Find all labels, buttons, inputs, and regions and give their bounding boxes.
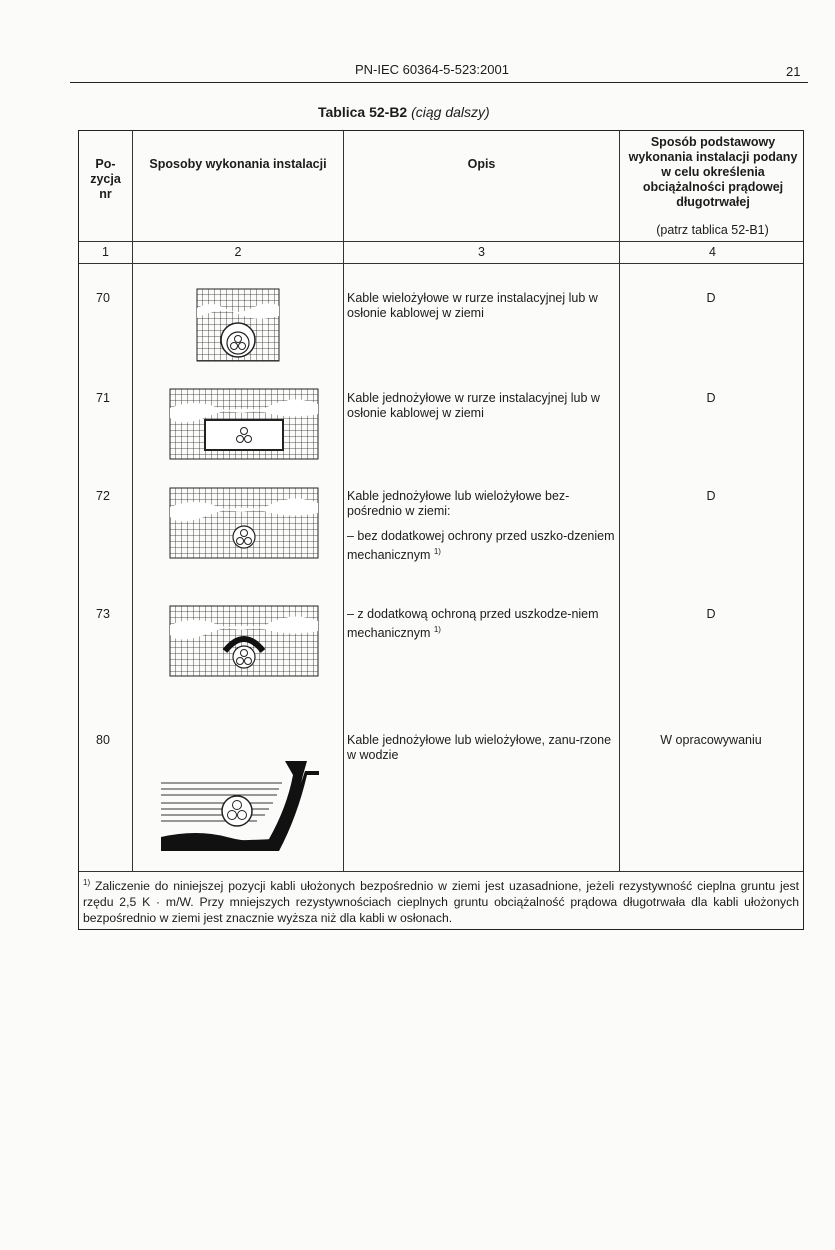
installation-methods-table <box>78 130 804 930</box>
row-72-description: Kable jednożyłowe lub wielożyłowe bez-pośrednio w ziemi: <box>347 489 570 518</box>
column-number-3: 3 <box>478 245 485 259</box>
page-number: 21 <box>786 64 801 79</box>
column-number-divider <box>79 263 803 264</box>
row-71-basic-method: D <box>706 391 716 405</box>
table-footnote <box>83 875 799 926</box>
footnote-text: Zaliczenie do niniejszej pozycji kabli ułożonych bezpośrednio w ziemi jest uzasadnione, jeżeli rezystywność cieplna gruntu jest rzędu 2,5 K · m/W. Przy mniejszych rezystywnościach cieplnych gruntu obciążalność prądowa długotrwała dla kabli ułożonych bezpośrednio w ziemi jest znacznie wyższa niż dla kabli w osłonach. <box>83 879 799 926</box>
row-73-description-text: – z dodatkową ochroną przed uszkodze-niem mechanicznym <box>347 607 599 641</box>
row-73-position: 73 <box>96 607 110 621</box>
direct-burial-protected-cable-icon <box>169 605 319 677</box>
col-divider-3 <box>619 131 620 871</box>
row-73-description <box>347 607 615 641</box>
footnote-divider <box>79 871 803 872</box>
col-divider-2 <box>343 131 344 871</box>
row-73-footnote-mark: 1) <box>433 625 441 634</box>
column-number-2: 2 <box>234 245 242 259</box>
row-80-basic-method: W opracowywaniu <box>660 733 762 747</box>
conduit-multicore-underground-icon <box>196 288 280 362</box>
header-basic-method: Sposób podstawowy wykonania instalacji podany w celu określenia obciążalności prądowej długotrwałej <box>628 135 798 209</box>
direct-burial-cable-icon <box>169 487 319 559</box>
header-basic-method-ref: (patrz tablica 52-B1) <box>656 223 769 237</box>
duct-singlecore-underground-icon <box>169 388 319 460</box>
table-title-main: Tablica 52-B2 <box>318 104 408 120</box>
row-72-footnote-mark: 1) <box>433 547 441 556</box>
row-72-description-sub-text: – bez dodatkowej ochrony przed uszko-dzeniem mechanicznym <box>347 529 615 563</box>
header-description: Opis <box>467 157 496 171</box>
header-divider <box>79 241 803 242</box>
row-70-position: 70 <box>96 291 110 305</box>
column-number-1: 1 <box>102 245 109 259</box>
col-divider-1 <box>132 131 133 871</box>
footnote-mark: 1) <box>83 878 91 887</box>
standard-header: PN-IEC 60364-5-523:2001 <box>355 62 509 77</box>
row-80-description: Kable jednożyłowe lub wielożyłowe, zanu-rzone w wodzie <box>347 733 612 762</box>
row-72-basic-method: D <box>706 489 716 503</box>
row-73-basic-method: D <box>706 607 716 621</box>
header-rule <box>70 82 808 83</box>
row-70-basic-method: D <box>706 291 716 305</box>
row-71-description: Kable jednożyłowe w rurze instalacyjnej lub w osłonie kablowej w ziemi <box>347 391 600 420</box>
column-number-4: 4 <box>709 245 716 259</box>
row-80-position: 80 <box>96 733 110 747</box>
row-72-description-sub <box>347 529 615 563</box>
row-70-description: Kable wielożyłowe w rurze instalacyjnej lub w osłonie kablowej w ziemi <box>347 291 598 320</box>
row-72-position: 72 <box>96 489 110 503</box>
table-title <box>318 104 490 120</box>
header-position: Po- zycja nr <box>90 157 121 201</box>
row-71-position: 71 <box>96 391 110 405</box>
submerged-cable-icon <box>157 757 327 851</box>
header-methods: Sposoby wykonania instalacji <box>149 157 327 171</box>
table-title-continuation: (ciąg dalszy) <box>411 104 490 120</box>
